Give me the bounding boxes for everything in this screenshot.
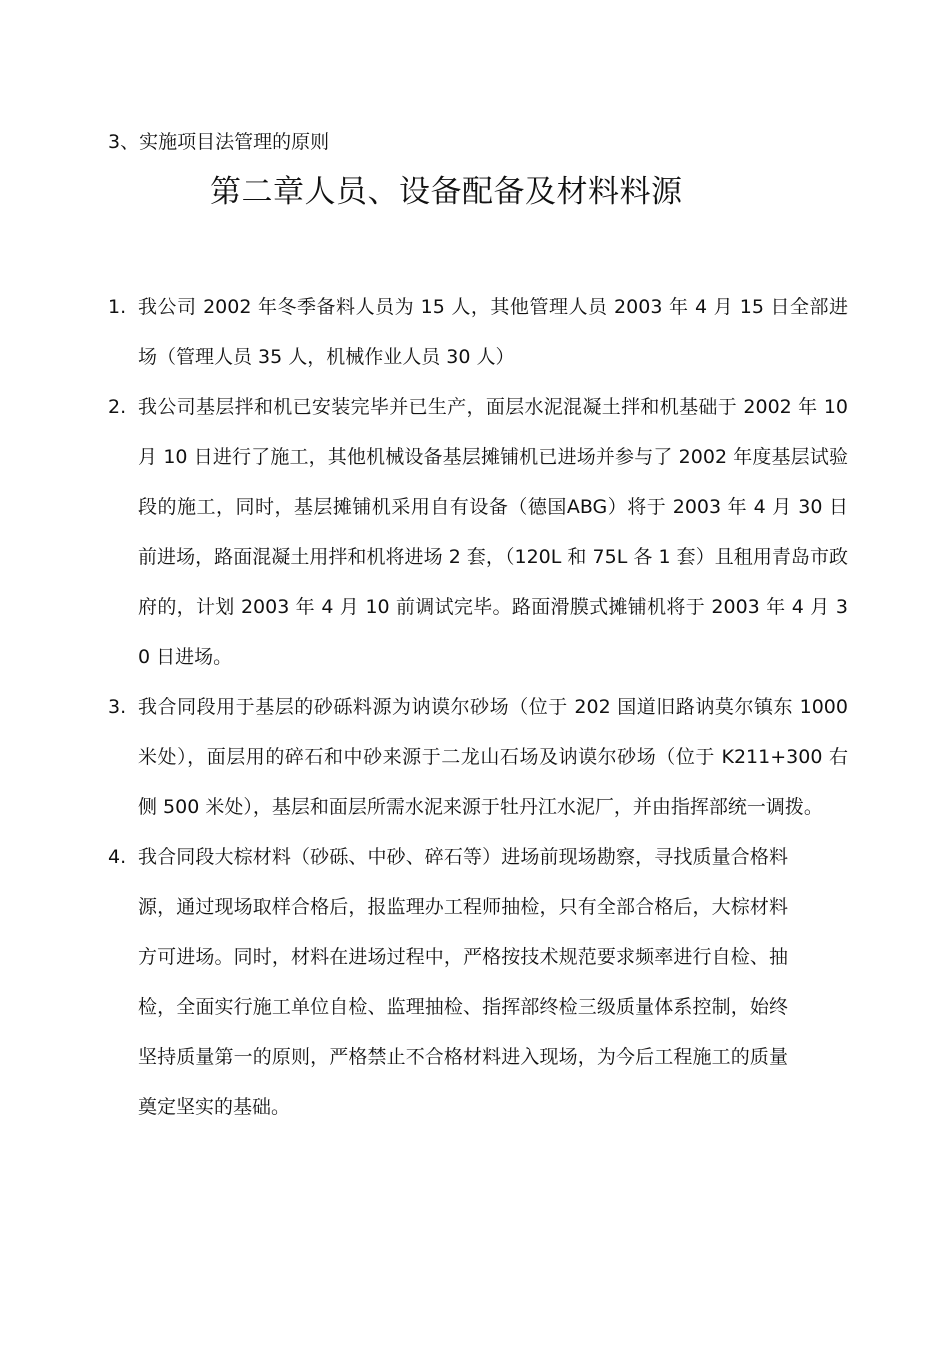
list-item-text: 我合同段大棕材料（砂砾、中砂、碎石等）进场前现场勘察，寻找质量合格料源，通过现场取样合格后，报监理办工程师抽检，只有全部合格后，大棕材料方可进场。同时，材料在进场过程中，严格按技术规范要求频率进行自检、抽检，全面实行施工单位自检、监理抽检、指挥部终检三级质量体系控制，始终坚持质量第一的原则，严格禁止不合格材料进入现场，为今后工程施工的质量奠定坚实的基础。: [138, 846, 788, 1118]
list-item: [108, 382, 848, 682]
list-item: [108, 682, 848, 832]
list-item-number: 2.: [108, 396, 127, 418]
list-item-text: 我合同段用于基层的砂砾料源为讷谟尔砂场（位于 202 国道旧路讷莫尔镇东 1000 米处），面层用的碎石和中砂来源于二龙山石场及讷谟尔砂场（位于 K211+300 右侧 500 米处），基层和面层所需水泥来源于牡丹江水泥厂，并由指挥部统一调拨。: [138, 696, 848, 818]
list-item-number: 3.: [108, 696, 127, 718]
list-item: [108, 832, 848, 1132]
list-item-text: 我公司 2002 年冬季备料人员为 15 人，其他管理人员 2003 年 4 月 15 日全部进场（管理人员 35 人，机械作业人员 30 人）: [138, 296, 848, 368]
list-item-text: 我公司基层拌和机已安装完毕并已生产，面层水泥混凝土拌和机基础于 2002 年 10 月 10 日进行了施工，其他机械设备基层摊铺机已进场并参与了 2002 年度基层试验段的施工，同时，基层摊铺机采用自有设备（德国ABG）将于 2003 年 4 月 30 日前进场，路面混凝土用拌和机将进场 2 套，（120L 和 75L 各 1 套）且租用青岛市政府的，计划 2003 年 4 月 10 前调试完毕。路面滑膜式摊铺机将于 2003 年 4 月 30 日进场。: [138, 396, 848, 668]
list-item-number: 1.: [108, 296, 127, 318]
numbered-list: [108, 282, 848, 1132]
section-heading: 3、实施项目法管理的原则: [108, 131, 330, 153]
list-item-number: 4.: [108, 846, 127, 868]
list-item: [108, 282, 848, 382]
chapter-title: 第二章人员、设备配备及材料料源: [210, 174, 683, 210]
